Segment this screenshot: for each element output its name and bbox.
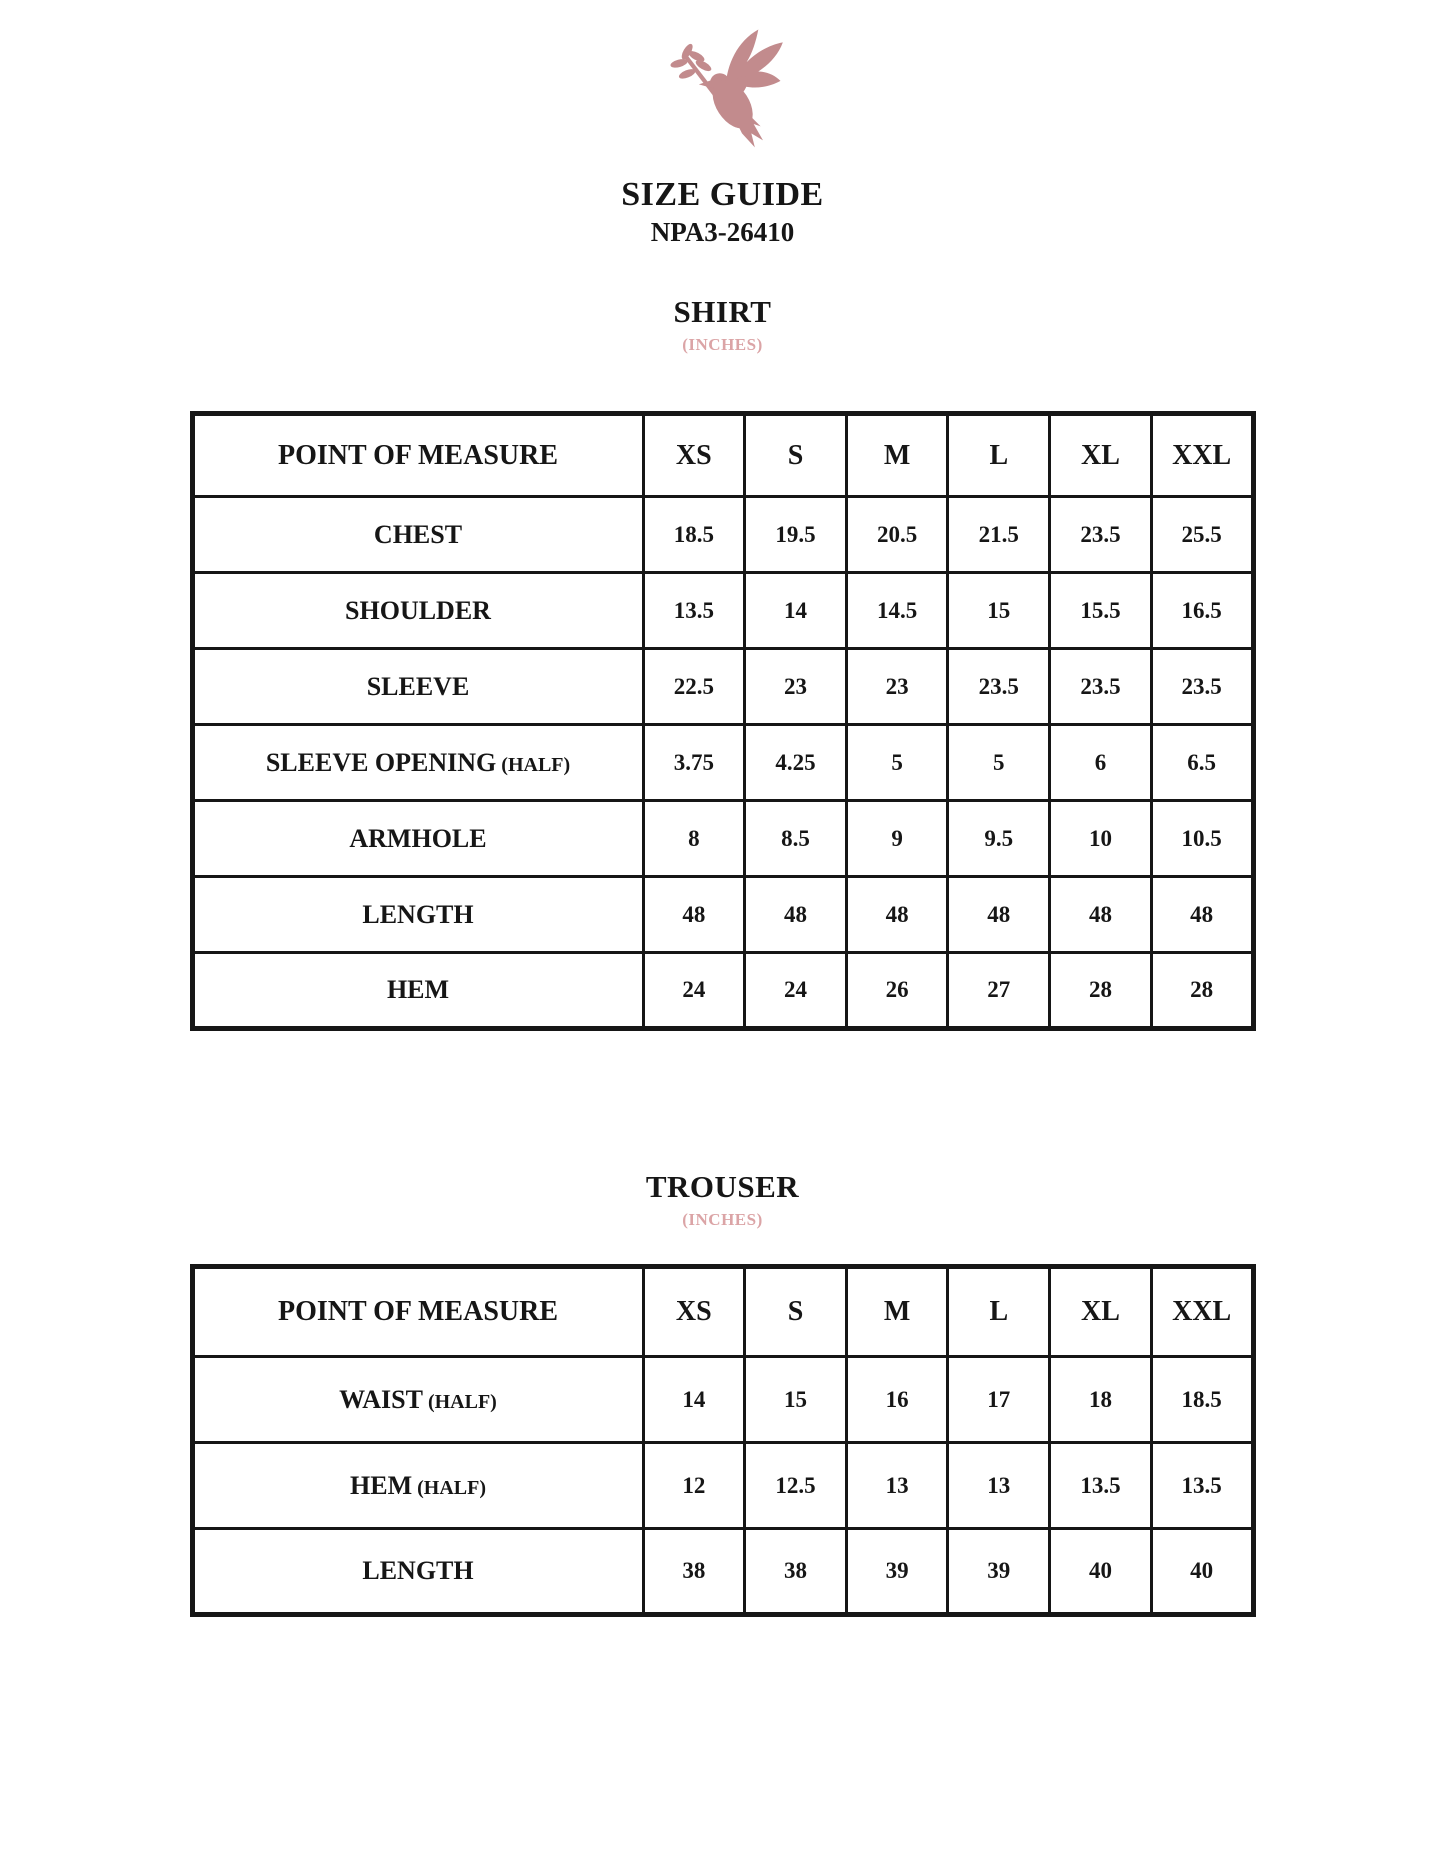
measurement-value: 28 (1050, 953, 1152, 1029)
measurement-value: 18.5 (643, 497, 745, 573)
measurement-value: 27 (948, 953, 1050, 1029)
row-label-suffix: (HALF) (412, 1476, 486, 1499)
measurement-value: 12 (643, 1443, 745, 1529)
measurement-row (192, 649, 1253, 725)
shirt-table-wrap (0, 411, 1445, 1031)
measurement-value: 15 (948, 573, 1050, 649)
measurement-value: 48 (643, 877, 745, 953)
row-label: LENGTH (192, 877, 643, 953)
measurement-row (192, 1357, 1253, 1443)
measurement-value: 3.75 (643, 725, 745, 801)
header-size-m: M (846, 414, 948, 497)
measurement-value: 24 (643, 953, 745, 1029)
measurement-row (192, 573, 1253, 649)
measurement-value: 14 (745, 573, 847, 649)
measurement-value: 19.5 (745, 497, 847, 573)
measurement-value: 24 (745, 953, 847, 1029)
measurement-value: 48 (745, 877, 847, 953)
measurement-value: 14.5 (846, 573, 948, 649)
header-size-xxl: XXL (1151, 414, 1253, 497)
measurement-value: 21.5 (948, 497, 1050, 573)
row-label: LENGTH (192, 1529, 643, 1615)
measurement-row (192, 497, 1253, 573)
row-label: SHOULDER (192, 573, 643, 649)
header-size-l: L (948, 1267, 1050, 1357)
trouser-unit-note: (INCHES) (682, 1210, 763, 1229)
trouser-heading: TROUSER (645, 1169, 800, 1204)
measurement-value: 40 (1050, 1529, 1152, 1615)
measurement-value: 13.5 (643, 573, 745, 649)
row-label-suffix: (HALF) (496, 753, 571, 776)
brand-header (0, 0, 1445, 248)
measurement-value: 13.5 (1050, 1443, 1152, 1529)
dove-with-olive-branch-icon (660, 26, 810, 166)
measurement-value: 13 (846, 1443, 948, 1529)
header-size-s: S (745, 414, 847, 497)
measurement-value: 16.5 (1151, 573, 1253, 649)
header-point-of-measure: POINT OF MEASURE (192, 414, 643, 497)
style-code: NPA3-26410 (650, 217, 795, 247)
header-size-xl: XL (1050, 1267, 1152, 1357)
measurement-value: 48 (1151, 877, 1253, 953)
measurement-value: 23.5 (1050, 649, 1152, 725)
row-label: WAIST (HALF) (192, 1357, 643, 1443)
measurement-value: 38 (745, 1529, 847, 1615)
trouser-size-table (190, 1264, 1256, 1617)
measurement-value: 23.5 (1151, 649, 1253, 725)
row-label: HEM (192, 953, 643, 1029)
measurement-value: 10 (1050, 801, 1152, 877)
measurement-row (192, 725, 1253, 801)
header-size-s: S (745, 1267, 847, 1357)
measurement-value: 5 (948, 725, 1050, 801)
header-size-xs: XS (643, 414, 745, 497)
row-label: CHEST (192, 497, 643, 573)
measurement-value: 40 (1151, 1529, 1253, 1615)
measurement-row (192, 1443, 1253, 1529)
measurement-row (192, 953, 1253, 1029)
row-label: HEM (HALF) (192, 1443, 643, 1529)
measurement-value: 6 (1050, 725, 1152, 801)
measurement-row (192, 877, 1253, 953)
header-size-m: M (846, 1267, 948, 1357)
row-label: SLEEVE OPENING (HALF) (192, 725, 643, 801)
measurement-value: 15.5 (1050, 573, 1152, 649)
measurement-value: 48 (948, 877, 1050, 953)
measurement-value: 28 (1151, 953, 1253, 1029)
row-label-suffix: (HALF) (422, 1390, 497, 1413)
shirt-heading: SHIRT (673, 294, 772, 329)
measurement-value: 25.5 (1151, 497, 1253, 573)
measurement-value: 13 (948, 1443, 1050, 1529)
measurement-value: 6.5 (1151, 725, 1253, 801)
measurement-value: 10.5 (1151, 801, 1253, 877)
table-header-row (192, 1267, 1253, 1357)
measurement-value: 4.25 (745, 725, 847, 801)
measurement-row (192, 801, 1253, 877)
measurement-value: 18 (1050, 1357, 1152, 1443)
measurement-value: 39 (948, 1529, 1050, 1615)
shirt-size-table (190, 411, 1256, 1031)
dove-logo (660, 26, 810, 166)
table-header-row (192, 414, 1253, 497)
section-trouser (0, 1169, 1445, 1617)
page-title: SIZE GUIDE (621, 176, 824, 213)
measurement-value: 39 (846, 1529, 948, 1615)
measurement-value: 12.5 (745, 1443, 847, 1529)
row-label: SLEEVE (192, 649, 643, 725)
measurement-value: 8 (643, 801, 745, 877)
section-shirt (0, 294, 1445, 1031)
header-size-xl: XL (1050, 414, 1152, 497)
measurement-value: 20.5 (846, 497, 948, 573)
measurement-value: 23 (846, 649, 948, 725)
trouser-table-wrap (0, 1264, 1445, 1617)
measurement-value: 9.5 (948, 801, 1050, 877)
measurement-value: 23.5 (1050, 497, 1152, 573)
measurement-value: 17 (948, 1357, 1050, 1443)
header-point-of-measure: POINT OF MEASURE (192, 1267, 643, 1357)
measurement-value: 16 (846, 1357, 948, 1443)
measurement-value: 8.5 (745, 801, 847, 877)
measurement-value: 13.5 (1151, 1443, 1253, 1529)
header-size-xs: XS (643, 1267, 745, 1357)
measurement-value: 15 (745, 1357, 847, 1443)
measurement-value: 18.5 (1151, 1357, 1253, 1443)
measurement-value: 48 (1050, 877, 1152, 953)
shirt-unit-note: (INCHES) (682, 335, 763, 354)
measurement-value: 26 (846, 953, 948, 1029)
header-size-l: L (948, 414, 1050, 497)
measurement-value: 22.5 (643, 649, 745, 725)
measurement-value: 9 (846, 801, 948, 877)
header-size-xxl: XXL (1151, 1267, 1253, 1357)
measurement-value: 14 (643, 1357, 745, 1443)
measurement-value: 38 (643, 1529, 745, 1615)
measurement-value: 48 (846, 877, 948, 953)
row-label: ARMHOLE (192, 801, 643, 877)
measurement-value: 5 (846, 725, 948, 801)
measurement-row (192, 1529, 1253, 1615)
measurement-value: 23 (745, 649, 847, 725)
measurement-value: 23.5 (948, 649, 1050, 725)
